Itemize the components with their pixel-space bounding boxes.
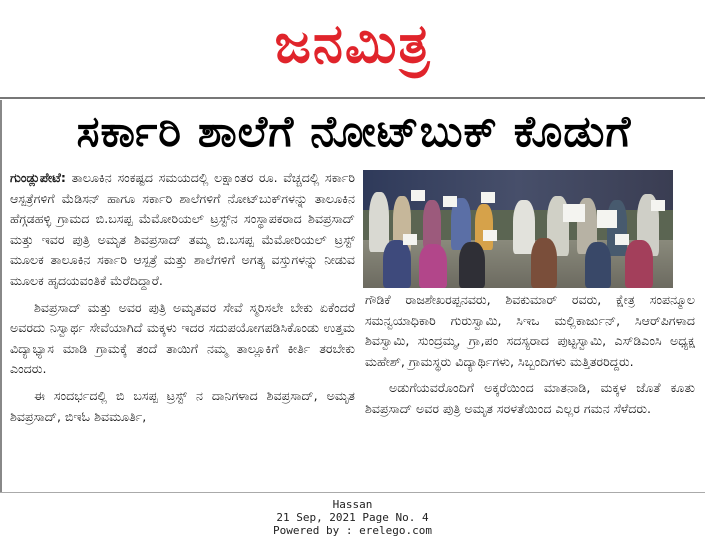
footer-date-page: 21 Sep, 2021 Page No. 4 bbox=[276, 511, 429, 524]
event-photo bbox=[363, 170, 673, 288]
footer-edition: Hassan bbox=[332, 498, 373, 511]
dateline: ಗುಂಡ್ಲುಪೇಟೆ: bbox=[10, 170, 66, 185]
page-footer bbox=[0, 498, 705, 537]
footer-powered-by: Powered by : erelego.com bbox=[273, 524, 432, 537]
paragraph-3: ಈ ಸಂದರ್ಭದಲ್ಲಿ ಬಿ ಬಸಪ್ಪ ಟ್ರಸ್ಟ್ ನ ದಾನಿಗಳಾದ ಶಿವಪ್ರಸಾದ್, ಅಮೃತ ಶಿವಪ್ರಸಾದ್, ಬಿಇಓ ಶಿವಮೂರ್ತಿ, bbox=[10, 387, 355, 424]
bottom-rule bbox=[0, 492, 705, 493]
left-border bbox=[0, 100, 2, 492]
article-column-left bbox=[10, 168, 355, 433]
paragraph-5: ಅಡುಗೆಯವರೊಂದಿಗೆ ಅಕ್ಕರೆಯಿಂದ ಮಾತನಾಡಿ, ಮಕ್ಕಳ ಜೊತೆ ಕೂತು ಶಿವಪ್ರಸಾದ್ ಅವರ ಪುತ್ರಿ ಅಮೃತ ಸರಳತೆಯಿಂದ ಎಲ್ಲರ ಗಮನ ಸೆಳೆದರು. bbox=[365, 380, 695, 416]
paragraph-2: ಶಿವಪ್ರಸಾದ್ ಮತ್ತು ಅವರ ಪುತ್ರಿ ಅಮೃತವರ ಸೇವೆ ಸ್ಮರಿಸಲೇ ಬೇಕು ಏಕೆಂದರೆ ಅವರದು ನಿಸ್ವಾರ್ಥ ಸೇವೆಯಾಗಿದೆ ಮಕ್ಕಳು ಇದರ ಸದುಪಯೋಗಪಡಿಸಿಕೊಂಡು ಉತ್ತಮ ವಿದ್ಯಾಭ್ಯಾಸ ಮಾಡಿ ಗ್ರಾಮಕ್ಕೆ ತಂದೆ ತಾಯಿಗೆ ನಮ್ಮ ತಾಲ್ಲೂಕಿಗೆ ಕೀರ್ತಿ ತರಬೇಕು ಎಂದರು. bbox=[10, 299, 355, 377]
paragraph-lead bbox=[10, 168, 355, 292]
masthead bbox=[0, 0, 705, 92]
logo-text: ಜನಮಿತ್ರ bbox=[274, 12, 432, 75]
top-rule bbox=[0, 97, 705, 99]
article-headline: ಸರ್ಕಾರಿ ಶಾಲೆಗೆ ನೋಟ್‌ಬುಕ್ ಕೊಡುಗೆ bbox=[76, 107, 632, 157]
article-column-right bbox=[365, 290, 695, 426]
paragraph-1-text: ತಾಲೂಕಿನ ಸಂಕಷ್ಟದ ಸಮಯದಲ್ಲಿ ಲಕ್ಷಾಂತರ ರೂ. ವೆಚ್ಚದಲ್ಲಿ ಸರ್ಕಾರಿ ಆಸ್ಪತ್ರೆಗಳಿಗೆ ಮೆಡಿಸನ್ ಹಾಗೂ ಸರ್ಕಾರಿ ಶಾಲೆಗಳಿಗೆ ನೋಟ್‌ಬುಕ್‌ಗಳನ್ನು ತಾಲೂಕಿನ ಹೆಗ್ಗಡಹಳ್ಳಿ ಗ್ರಾಮದ ಬಿ.ಬಸಪ್ಪ ಮೆಮೋರಿಯಲ್ ಟ್ರಸ್ಟ್‌ನ ಸಂಸ್ಥಾಪಕರಾದ ಶಿವಪ್ರಸಾದ್ ಮತ್ತು ಇವರ ಪುತ್ರಿ ಅಮೃತ ಶಿವಪ್ರಸಾದ್ ತಮ್ಮ ಬಿ.ಬಸಪ್ಪ ಮೆಮೋರಿಯಲ್ ಟ್ರಸ್ಟ್ ಮೂಲಕ ತಾಲೂಕಿನ ಸರ್ಕಾರಿ ಆಸ್ಪತ್ರೆ ಮತ್ತು ಶಾಲೆಗಳಿಗೆ ಅಗತ್ಯ ವಸ್ತುಗಳನ್ನು ನೀಡುವ ಮೂಲಕ ಹೃದಯವಂತಿಕೆ ಮೆರೆದಿದ್ದಾರೆ. bbox=[10, 170, 355, 288]
newspaper-logo bbox=[222, 4, 484, 88]
paragraph-4: ಗೌಡಿಕೆ ರಾಜಶೇಖರಪ್ಪನವರು, ಶಿವಕುಮಾರ್ ರವರು, ಕ್ಷೇತ್ರ ಸಂಪನ್ಮೂಲ ಸಮನ್ವಯಾಧಿಕಾರಿ ಗುರುಸ್ವಾಮಿ, ಸಿಇಒ ಮಲ್ಲಿಕಾರ್ಜುನ್, ಸಿಆರ್‌ಪಿಗಳಾದ ಶಿವಸ್ವಾಮಿ, ಸುಂದ್ರಮ್ಮ, ಗ್ರಾ,ಪಂ ಸದಸ್ಯರಾದ ಪುಟ್ಟಸ್ವಾಮಿ, ಎಸ್‌ಡಿಎಂಸಿ ಅಧ್ಯಕ್ಷ ಮಹೇಶ್, ಗ್ರಾಮಸ್ಥರು ವಿದ್ಯಾರ್ಥಿಗಳು, ಸಿಬ್ಬಂದಿಗಳು ಮತ್ತಿತರರಿದ್ದರು. bbox=[365, 292, 695, 369]
